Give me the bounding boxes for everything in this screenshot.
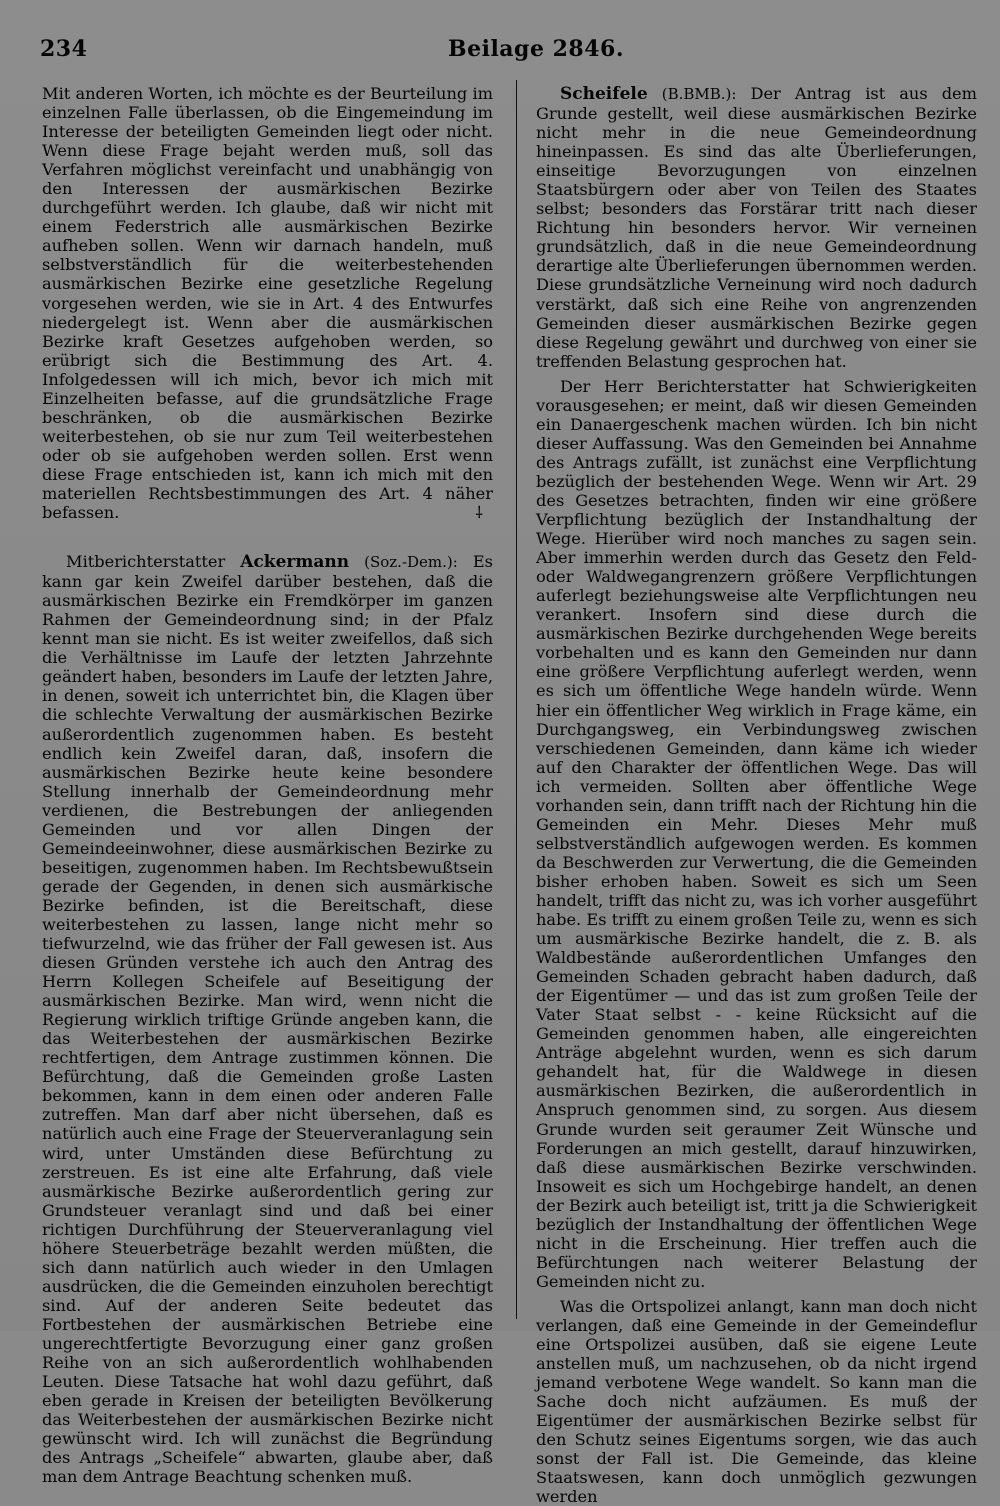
margin-mark: ⸸ bbox=[475, 503, 483, 523]
right-speaker-party: (B.BMB.): bbox=[661, 85, 737, 103]
left-speaker-intro: Mitberichterstatter bbox=[66, 552, 226, 572]
right-paragraph-2 bbox=[536, 377, 977, 1291]
right-column bbox=[536, 84, 977, 1506]
page-number: 234 bbox=[40, 36, 88, 62]
right-paragraph-1-text: Der Antrag ist aus dem Grunde gestellt, weil diese ausmärkischen Bezirke nicht mehr in die neue Gemeindeordnung hineinpassen. Es sind das alte Überlieferungen, einseitige Bevorzugungen von einzelnen Staatsbürgern oder aber von Teilen des Staates selbst; besonders das Forstärar tritt nach dieser Richtung hin besonders hervor. Wir verneinen grundsätzlich, daß in die neue Gemeindeordnung derartige alte Überlieferungen übernommen werden. Diese grundsätzliche Verneinung wird noch dadurch verstärkt, daß sich eine Reihe von angrenzenden Gemeinden dieser ausmärkischen Bezirke gegen diese Regelung gewährt und durchweg von einer sie treffenden Belastung gesprochen hat. bbox=[536, 84, 977, 371]
right-speaker-name: Scheifele bbox=[560, 84, 648, 104]
left-paragraph-2 bbox=[42, 552, 493, 1486]
left-paragraph-1 bbox=[42, 84, 493, 522]
right-paragraph-2-text: Der Herr Berichterstatter hat Schwierigkeiten vorausgesehen; er meint, daß wir diesen Gemeinden ein Danaergeschenk machen würden. Ich bin nicht dieser Auffassung. Was den Gemeinden bei Annahme des Antrags zufällt, ist zunächst eine Verpflichtung bezüglich der bestehenden Wege. Wenn wir Art. 29 des Gesetzes betrachten, finden wir eine größere Verpflichtung bezüglich der Instandhaltung der Wege. Hierüber wird noch manches zu sagen sein. Aber immerhin werden durch das Gesetz den Feld- oder Waldwegangrenzern größere Verpflichtungen auferlegt beziehungsweise alte Verpflichtungen neu verankert. Insofern sind diese durch die ausmärkischen Bezirke durchgehenden Wege bereits vorbehalten und es kann den Gemeinden nur dann eine größere Verpflichtung auferlegt werden, wenn es sich um öffentliche Wege handeln würde. Wenn hier ein öffentlicher Weg wirklich in Frage käme, ein Durchgangsweg, ein Verbindungsweg zwischen verschiedenen Gemeinden, dann käme ich wieder auf den Charakter der öffentlichen Wege. Das will ich vermeiden. Sollten aber öffentliche Wege vorhanden sein, dann trifft nach der Richtung hin die Gemeinden ein Mehr. Dieses Mehr muß selbstverständlich aufgewogen werden. Es kommen da Beschwerden zur Verwertung, die die Gemeinden bisher erhoben haben. Soweit es sich um Seen handelt, trifft das nicht zu, was ich vorher ausgeführt habe. Es trifft zu einem großen Teile zu, wenn es sich um ausmärkische Bezirke handelt, die z. B. als Waldbestände außerordentlichen Umfanges den Gemeinden Schaden gebracht haben dadurch, daß der Eigentümer — und das ist zum großen Teile der Vater Staat selbst - - keine Rücksicht auf die Gemeinden genommen haben, alle eingereichten Anträge abgelehnt wurden, wenn es sich darum gehandelt hat, für die Waldwege in diesen ausmärkischen Bezirken, die außerordentlich in Anspruch genommen sind, zu sorgen. Aus diesem Grunde wurden seit geraumer Zeit Wünsche und Forderungen an mich gestellt, darauf hinzuwirken, daß diese ausmärkischen Bezirke verschwinden. Insoweit es sich um Hochgebirge handelt, an denen der Bezirk auch beteiligt ist, tritt ja die Schwierigkeit bezüglich der Instandhaltung der öffentlichen Wege nicht in die Erscheinung. Hier treffen auch die Befürchtungen nach weiterer Belastung der Gemeinden nicht zu. bbox=[536, 376, 977, 1291]
left-paragraph-1-text: Mit anderen Worten, ich möchte es der Beurteilung im einzelnen Falle überlassen, ob die Eingemeindung im Interesse der beteiligten Gemeinden liegt oder nicht. Wenn diese Frage bejaht werden muß, soll das Verfahren möglichst vereinfacht und unabhängig von den Interessen der ausmärkischen Bezirke durchgeführt werden. Ich glaube, daß wir nicht mit einem Federstrich alle ausmärkischen Bezirke aufheben sollen. Wenn wir darnach handeln, muß selbstverständlich für die weiterbestehenden ausmärkischen Bezirke eine gesetzliche Regelung vorgesehen werden, wie sie in Art. 4 des Entwurfes niedergelegt ist. Wenn aber die ausmärkischen Bezirke kraft Gesetzes aufgehoben werden, so erübrigt sich die Bestimmung des Art. 4. Infolgedessen will ich mich, bevor ich mich mit Einzelheiten befasse, auf die grundsätzliche Frage beschränken, ob die ausmärkischen Bezirke weiterbestehen, ob sie nur zum Teil weiterbestehen oder ob sie aufgehoben werden sollen. Erst wenn diese Frage entschieden ist, kann ich mich mit den materiellen Rechtsbestimmungen des Art. 4 näher befassen. bbox=[42, 84, 493, 523]
left-speaker-party: (Soz.-Dem.): bbox=[364, 553, 458, 572]
page-header bbox=[40, 36, 960, 72]
right-paragraph-3-text: Was die Ortspolizei anlangt, kann man doch nicht verlangen, daß eine Gemeinde in der Gemeindeflur eine Ortspolizei ausüben, daß sie eigene Leute anstellen muß, um nachzusehen, ob da nicht irgend jemand verbotene Wege wandelt. So kann man die Sache doch nicht aufzäumen. Es muß der Eigentümer der ausmärkischen Bezirke selbst für den Schutz seines Eigentums sorgen, wie das auch sonst der Fall ist. Die Gemeinde, das kleine Staatswesen, kann doch unmöglich gezwungen werden bbox=[536, 1296, 977, 1506]
column-divider bbox=[516, 80, 517, 1319]
running-title: Beilage 2846. bbox=[448, 36, 624, 62]
left-paragraph-2-text: Es kann gar kein Zweifel darüber bestehen, daß die ausmärkischen Bezirke ein Fremdkörper im ganzen Rahmen der Gemeindeordnung sind; in der Pfalz kennt man sie nicht. Es ist weiter zweifellos, daß sich die Verhältnisse im Laufe der letzten Jahrzehnte geändert haben, besonders im Laufe der letzten Jahre, in denen, soweit ich unterrichtet bin, die Klagen über die schlechte Verwaltung der ausmärkischen Bezirke außerordentlich zugenommen haben. Es besteht endlich kein Zweifel daran, daß, insofern die ausmärkischen Bezirke heute keine besondere Stellung innerhalb der Gemeindeordnung mehr verdienen, die Bestrebungen der anliegenden Gemeinden und vor allen Dingen der Gemeindeeinwohner, diese ausmärkischen Bezirke zu beseitigen, zugenommen haben. Im Rechtsbewußtsein gerade der Gegenden, in denen sich ausmärkische Bezirke befinden, ist die Bereitschaft, diese weiterbestehen zu lassen, lange nicht mehr so tiefwurzelnd, wie das früher der Fall gewesen ist. Aus diesen Gründen verstehe ich auch den Antrag des Herrn Kollegen Scheifele auf Beseitigung der ausmärkischen Bezirke. Man wird, wenn nicht die Regierung wirklich triftige Gründe angeben kann, die das Weiterbestehen der ausmärkischen Bezirke rechtfertigen, dem Antrage zustimmen können. Die Befürchtung, daß die Gemeinden große Lasten bekommen, kann in dem einen oder anderen Falle zutreffen. Man darf aber nicht übersehen, daß es natürlich auch eine Frage der Steuerveranlagung sein wird, unter Umständen diese Befürchtung zu zerstreuen. Es ist eine alte Erfahrung, daß viele ausmärkische Bezirke außerordentlich gering zur Grundsteuer veranlagt sind und daß bei einer richtigen Durchführung der Steuerveranlagung viel höhere Steuerbeträge bezahlt werden müßten, die sich dann natürlich auch wieder in den Umlagen ausdrücken, die die Gemeinden einzuholen berechtigt sind. Auf der anderen Seite bedeutet das Fortbestehen der ausmärkischen Betriebe eine ungerechtfertigte Bevorzugung einer ganz großen Reihe von an sich außerordentlich wohlhabenden Leuten. Diese Tatsache hat wohl dazu geführt, daß eben gerade in Kreisen der beteiligten Bevölkerung das Weiterbestehen der ausmärkischen Bezirke nicht gewünscht wird. Ich will zunächst die Begründung des Antrags „Scheifele“ abwarten, glaube aber, daß man dem Antrage Beachtung schenken muß. bbox=[42, 552, 493, 1487]
left-speaker-name: Ackermann bbox=[240, 552, 350, 573]
left-column bbox=[42, 84, 493, 1487]
right-paragraph-3 bbox=[536, 1297, 977, 1506]
right-paragraph-1 bbox=[536, 84, 977, 371]
